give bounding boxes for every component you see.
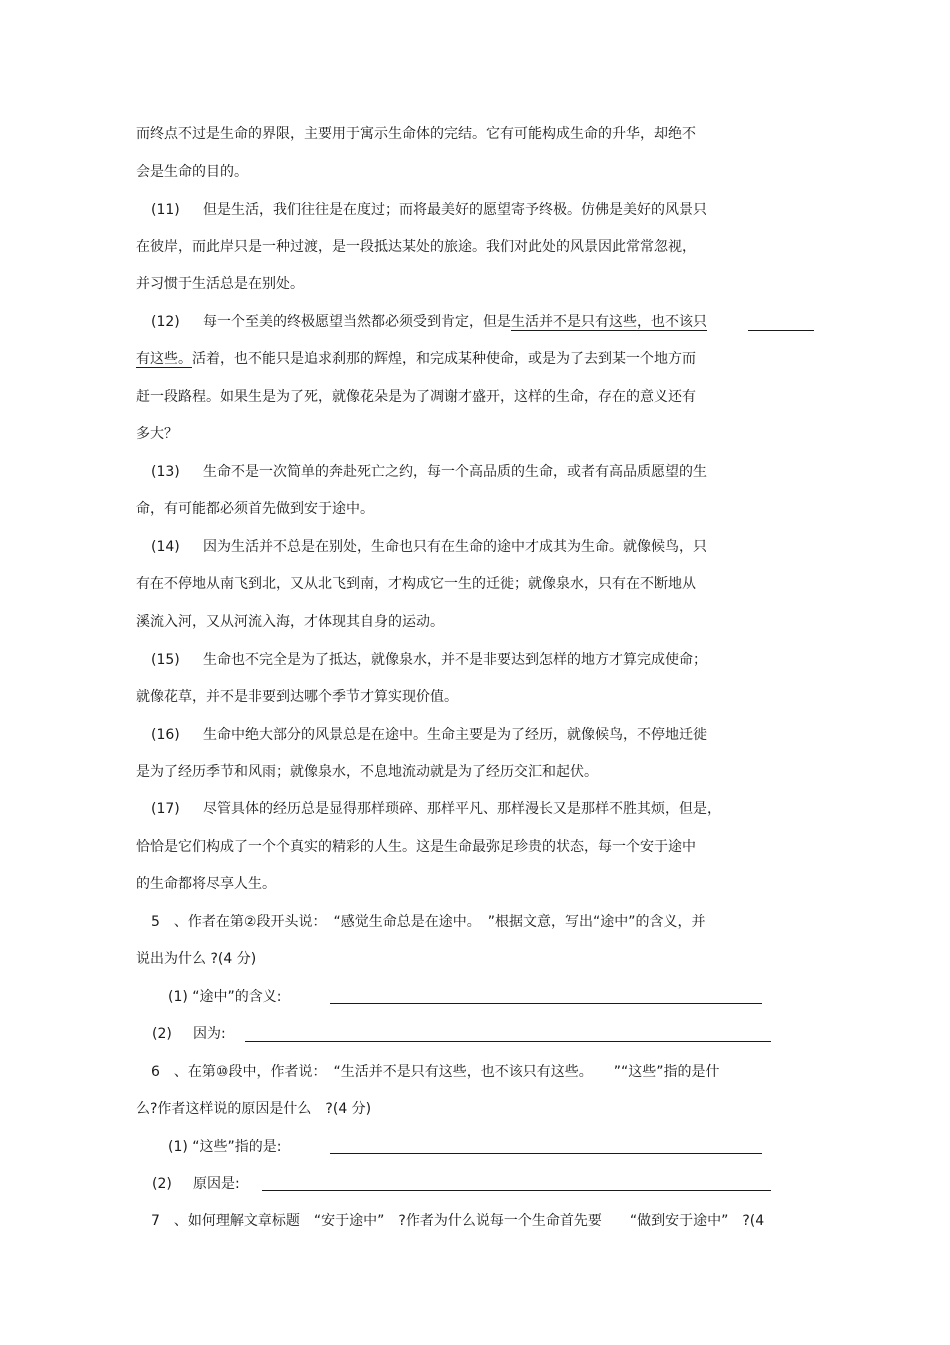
question-6-sub2-label: 原因是: — [193, 1176, 240, 1192]
para-11-line-1 — [151, 200, 707, 220]
para-10-line-1: 而终点不过是生命的界限，主要用于寓示生命体的完结。它有可能构成生命的升华，却绝不 — [136, 126, 696, 142]
para-16-line-1 — [151, 725, 707, 745]
para-17-text-1: 尽管具体的经历总是显得那样琐碎、那样平凡、那样漫长又是那样不胜其烦，但是， — [203, 801, 721, 817]
para-11-text-1: 但是生活，我们往往是在度过；而将最美好的愿望寄予终极。仿佛是美好的风景只 — [203, 202, 707, 218]
para-14-line-1 — [151, 537, 707, 557]
question-6-answer-1-line[interactable] — [330, 1153, 762, 1154]
question-5-sub2-number: (2) — [152, 1026, 172, 1042]
para-16-line-2: 是为了经历季节和风雨；就像泉水，不息地流动就是为了经历交汇和起伏。 — [136, 764, 598, 780]
para-12-line-2 — [136, 349, 696, 369]
question-5-line-2: 说出为什么 ?(4 分) — [136, 951, 257, 967]
para-13-line-2: 命，有可能都必须首先做到安于途中。 — [136, 501, 374, 517]
question-5-line-1: 5 、作者在第②段开头说： “感觉生命总是在途中。 ”根据文意，写出“途中”的含义，并 — [151, 914, 706, 930]
para-15-number: (15) — [151, 652, 180, 668]
answer-blank-margin — [748, 330, 814, 331]
question-6-line-1: 6 、在第⑩段中，作者说： “生活并不是只有这些，也不该只有这些。 ”“这些”指的是什 — [151, 1064, 720, 1080]
para-16-text-1: 生命中绝大部分的风景总是在途中。生命主要是为了经历，就像候鸟，不停地迁徙 — [203, 727, 707, 743]
question-5-sub1-label: (1) “途中”的含义: — [168, 989, 282, 1005]
para-12-number: (12) — [151, 314, 180, 330]
para-13-line-1 — [151, 462, 707, 482]
para-12-line-3: 赶一段路程。如果生是为了死，就像花朵是为了凋谢才盛开，这样的生命，存在的意义还有 — [136, 389, 696, 405]
para-12-underlined-1: 生活并不是只有这些，也不该只 — [511, 314, 707, 330]
question-6-answer-2-line[interactable] — [262, 1190, 771, 1191]
para-10-line-2: 会是生命的目的。 — [136, 164, 248, 180]
para-13-number: (13) — [151, 464, 180, 480]
para-12-text-1-pre: 每一个至美的终极愿望当然都必须受到肯定，但是 — [203, 314, 511, 330]
para-15-line-2: 就像花草，并不是非要到达哪个季节才算实现价值。 — [136, 689, 458, 705]
para-11-line-2: 在彼岸，而此岸只是一种过渡，是一段抵达某处的旅途。我们对此处的风景因此常常忽视， — [136, 239, 696, 255]
para-14-text-1: 因为生活并不总是在别处，生命也只有在生命的途中才成其为生命。就像候鸟，只 — [203, 539, 707, 555]
para-17-line-1 — [151, 799, 721, 819]
para-16-number: (16) — [151, 727, 180, 743]
para-14-line-3: 溪流入河，又从河流入海，才体现其自身的运动。 — [136, 614, 444, 630]
para-17-line-2: 恰恰是它们构成了一个个真实的精彩的人生。这是生命最弥足珍贵的状态，每一个安于途中 — [136, 839, 696, 855]
para-12-text-2: 活着，也不能只是追求刹那的辉煌，和完成某种使命，或是为了去到某一个地方而 — [192, 351, 696, 367]
question-6-sub2-number: (2) — [152, 1176, 172, 1192]
para-11-line-3: 并习惯于生活总是在别处。 — [136, 276, 304, 292]
para-15-text-1: 生命也不完全是为了抵达，就像泉水，并不是非要达到怎样的地方才算完成使命； — [203, 652, 707, 668]
para-12-line-4: 多大？ — [136, 426, 178, 442]
para-12-line-1 — [151, 312, 707, 332]
para-14-number: (14) — [151, 539, 180, 555]
para-15-line-1 — [151, 650, 707, 670]
para-14-line-2: 有在不停地从南飞到北，又从北飞到南，才构成它一生的迁徙；就像泉水，只有在不断地从 — [136, 576, 696, 592]
para-12-underlined-2: 有这些。 — [136, 351, 192, 367]
para-17-number: (17) — [151, 801, 180, 817]
question-6-line-2: 么?作者这样说的原因是什么 ?(4 分) — [136, 1101, 372, 1117]
para-13-text-1: 生命不是一次简单的奔赴死亡之约，每一个高品质的生命，或者有高品质愿望的生 — [203, 464, 707, 480]
para-11-number: (11) — [151, 202, 180, 218]
question-5-answer-1-line[interactable] — [330, 1003, 762, 1004]
question-5-answer-2-line[interactable] — [245, 1041, 771, 1042]
question-5-sub2-label: 因为: — [193, 1026, 226, 1042]
question-6-sub1-label: (1) “这些”指的是: — [168, 1139, 282, 1155]
para-17-line-3: 的生命都将尽享人生。 — [136, 876, 276, 892]
question-7-line-1: 7 、如何理解文章标题 “安于途中” ?作者为什么说每一个生命首先要 “做到安于途中” ?(4 — [151, 1213, 765, 1229]
